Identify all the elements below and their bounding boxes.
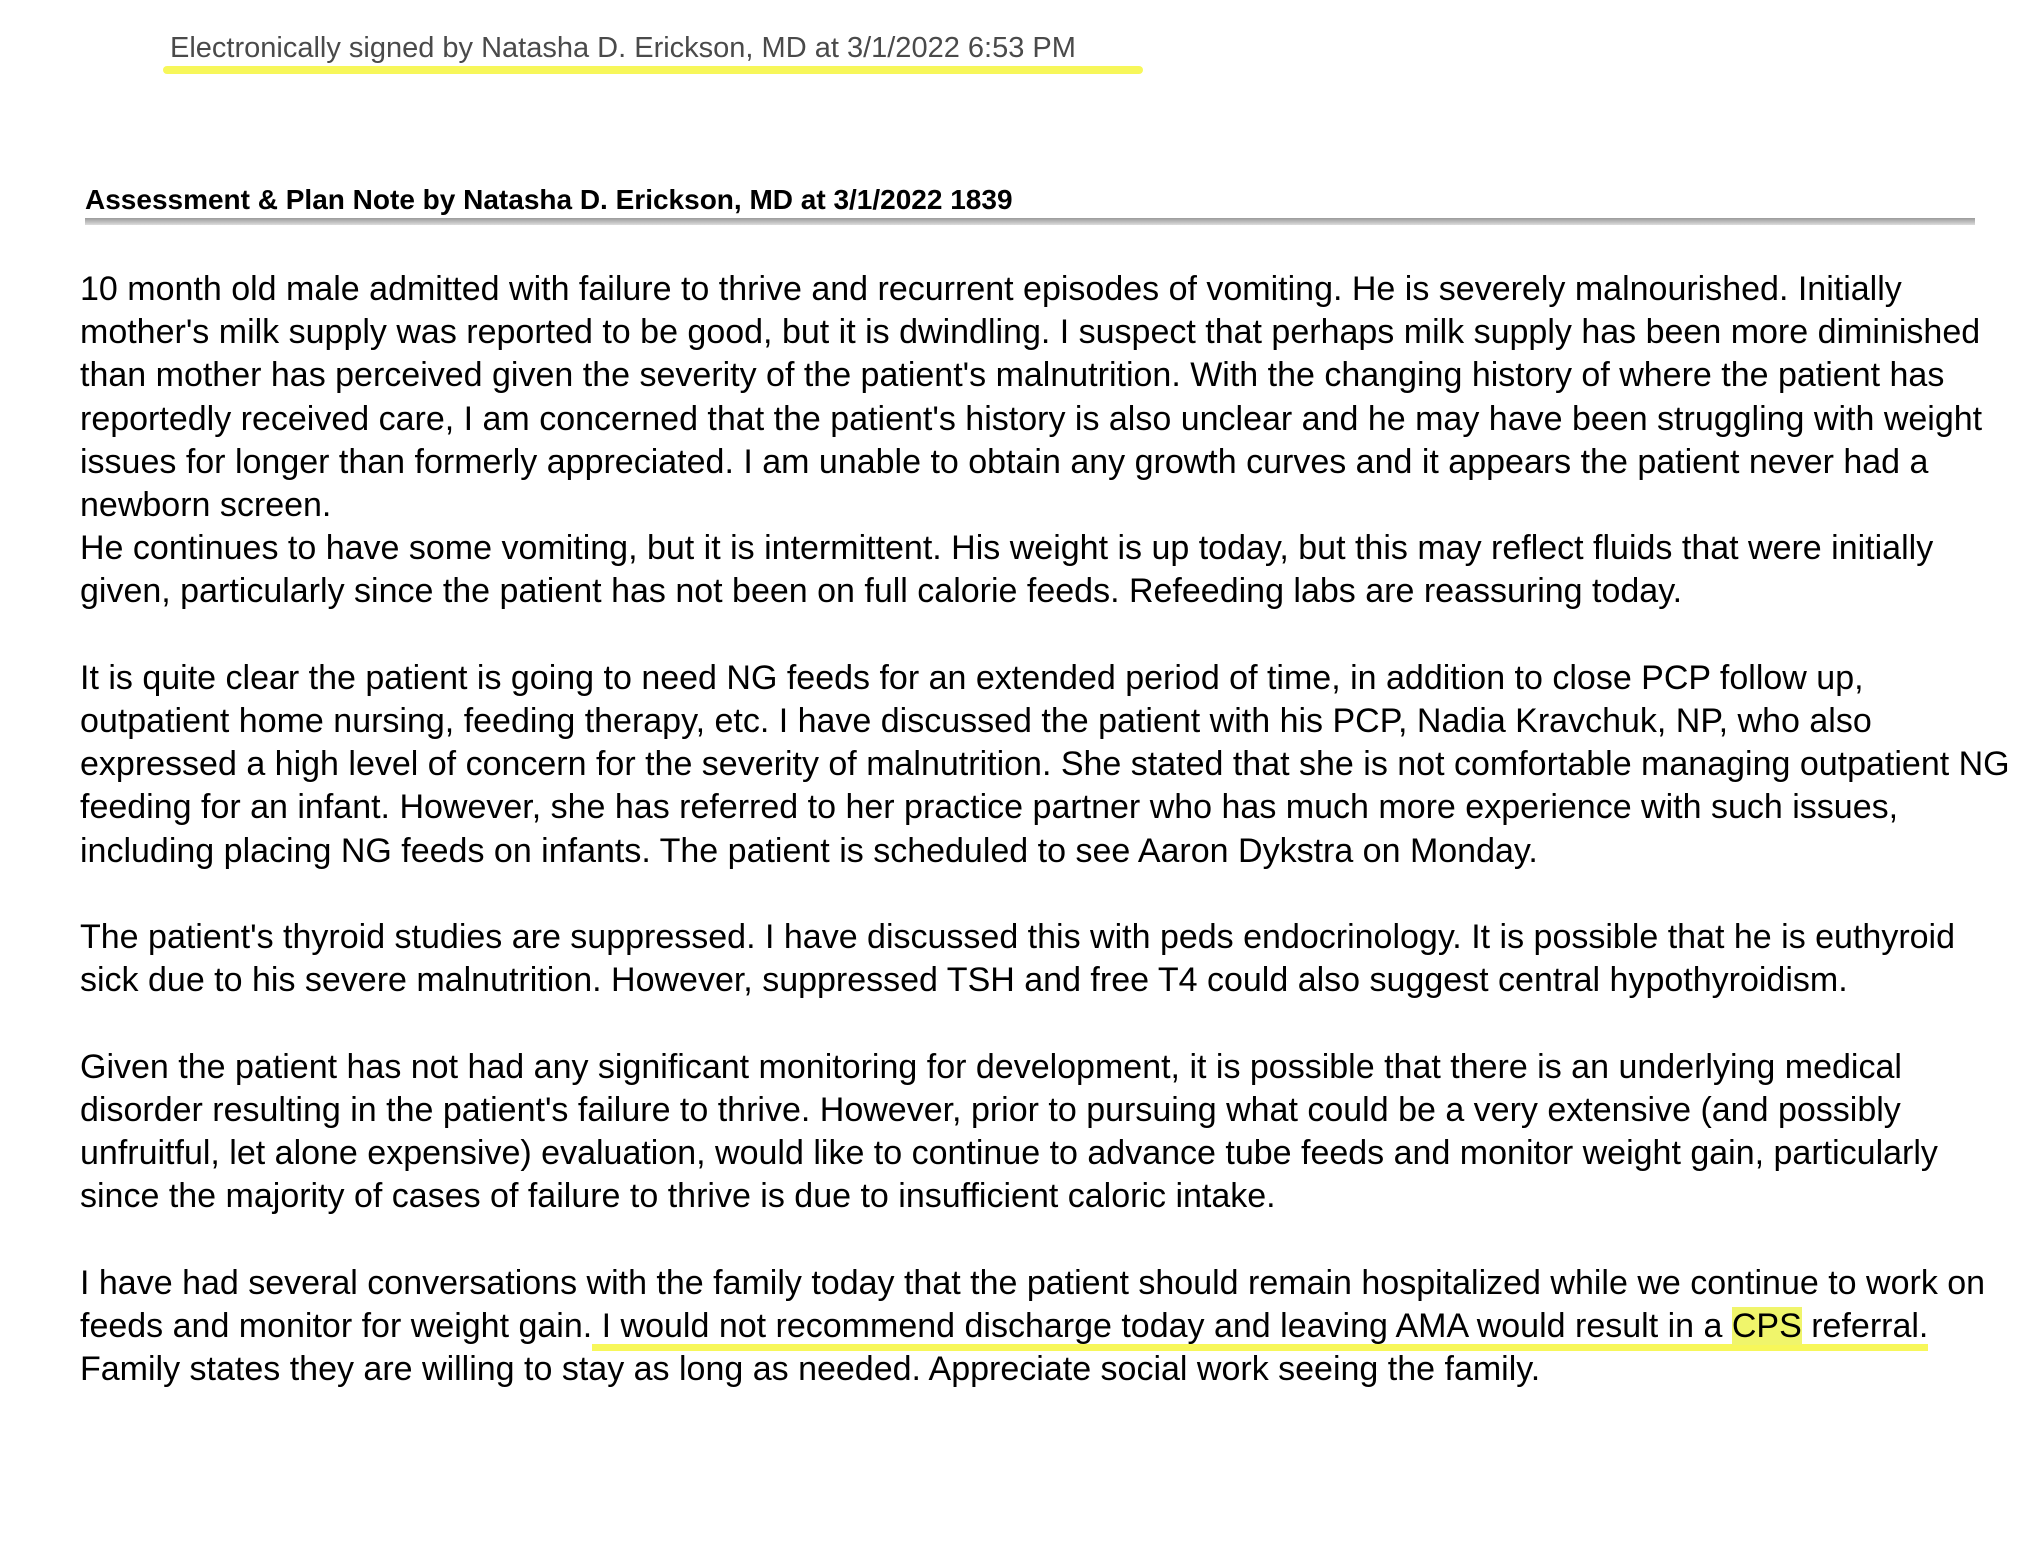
- paragraph-gap: [80, 614, 2010, 657]
- paragraph-disposition: [80, 1262, 2010, 1392]
- cps-highlight: CPS: [1731, 1306, 1802, 1345]
- paragraph-evaluation: Given the patient has not had any significant monitoring for development, it is possible that there is an underlying medical disorder resulting in the patient's failure to thrive. However, prior to pursuing what could be a very extensive (and possibly unfruitful, let alone expensive) evaluation, would like to continue to advance tube feeds and monitor weight gain, particularly since the majority of cases of failure to thrive is due to insufficient caloric intake.: [80, 1047, 1938, 1216]
- paragraph-ng-feeds: It is quite clear the patient is going to need NG feeds for an extended period of time, in addition to close PCP follow up, outpatient home nursing, feeding therapy, etc. I have discussed the patient with his PCP, Nadia Kravchuk, NP, who also expressed a high level of concern for the severity of malnutrition. She stated that she is not comfortable managing outpatient NG feeding for an infant. However, she has referred to her practice partner who has much more experience with such issues, including placing NG feeds on infants. The patient is scheduled to see Aaron Dykstra on Monday.: [80, 658, 2010, 870]
- recommendation-text: I would not recommend discharge today and leaving AMA would result in a: [592, 1306, 1732, 1345]
- paragraph-gap: [80, 1218, 2010, 1261]
- referral-text: referral.: [1801, 1306, 1929, 1345]
- signature-highlight-underline: [163, 66, 1143, 74]
- paragraph-thyroid: The patient's thyroid studies are suppressed. I have discussed this with peds endocrinology. It is possible that he is euthyroid sick due to his severe malnutrition. However, suppressed TSH and free T4 could also suggest central hypothyroidism.: [80, 918, 1956, 1000]
- electronic-signature-line: Electronically signed by Natasha D. Erickson, MD at 3/1/2022 6:53 PM: [170, 32, 1076, 64]
- disposition-text: I have had several conversations with the family today that the patient should remain hospitalized while we continue to work on feeds and monitor for weight gain.: [80, 1263, 1986, 1345]
- paragraph-history: 10 month old male admitted with failure to thrive and recurrent episodes of vomiting. He is severely malnourished. Initially mother's milk supply was reported to be good, but it is dwindling. I suspect that perhaps milk supply has been more diminished than mother has perceived given the severity of the patient's malnutrition. With the changing history of where the patient has reportedly received care, I am concerned that the patient's history is also unclear and he may have been struggling with weight issues for longer than formerly appreciated. I am unable to obtain any growth curves and it appears the patient never had a newborn screen.: [80, 270, 1983, 525]
- paragraph-gap: [80, 1002, 2010, 1045]
- paragraph-gap: [80, 873, 2010, 916]
- paragraph-vomiting: He continues to have some vomiting, but it is intermittent. His weight is up today, but this may reflect fluids that were initially given, particularly since the patient has not been on full calorie feeds. Refeeding labs are reassuring today.: [80, 529, 1934, 611]
- highlighted-recommendation: [592, 1307, 1928, 1351]
- family-text: Family states they are willing to stay as long as needed. Appreciate social work seeing the family.: [80, 1350, 1541, 1389]
- note-header: Assessment & Plan Note by Natasha D. Erickson, MD at 3/1/2022 1839: [85, 184, 1013, 215]
- note-body: [80, 268, 2010, 1391]
- header-divider: [85, 218, 1975, 225]
